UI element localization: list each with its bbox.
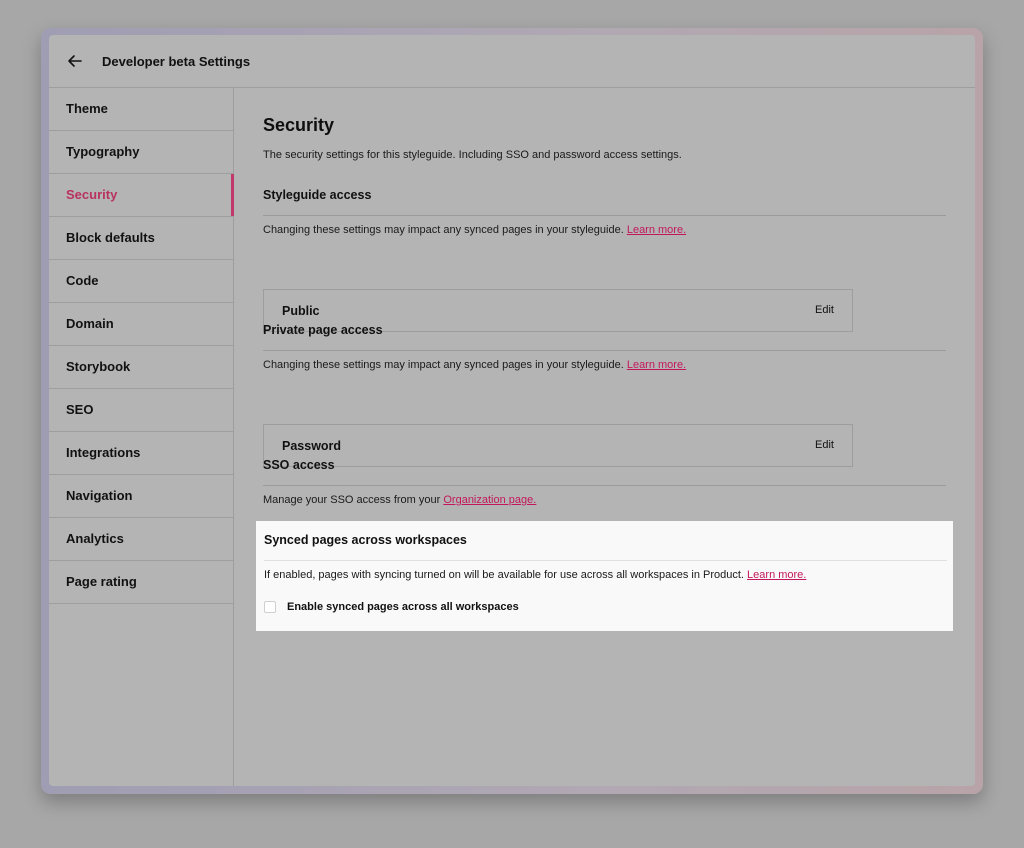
sidebar-item-seo[interactable]: SEO: [49, 389, 233, 432]
edit-styleguide-access-button[interactable]: Edit: [815, 304, 834, 316]
sidebar-item-block-defaults[interactable]: Block defaults: [49, 217, 233, 260]
divider: [263, 350, 946, 351]
synced-pages-heading: Synced pages across workspaces: [264, 533, 467, 547]
sso-access-heading: SSO access: [263, 458, 335, 472]
sidebar-item-analytics[interactable]: Analytics: [49, 518, 233, 561]
private-page-access-box: [263, 424, 853, 467]
arrow-left-icon[interactable]: [66, 52, 84, 70]
private-page-access-heading: Private page access: [263, 323, 383, 337]
styleguide-access-description: [263, 224, 686, 236]
synced-pages-description: [264, 569, 806, 581]
styleguide-access-heading: Styleguide access: [263, 188, 372, 202]
page-title: Developer beta Settings: [102, 54, 251, 69]
synced-pages-text: If enabled, pages with syncing turned on will be available for use across all workspaces in Product.: [264, 569, 744, 581]
sidebar-item-typography[interactable]: Typography: [49, 131, 233, 174]
divider: [264, 560, 947, 561]
styleguide-access-text: Changing these settings may impact any synced pages in your styleguide.: [263, 224, 624, 236]
learn-more-link[interactable]: Learn more.: [747, 569, 807, 581]
sso-access-text: Manage your SSO access from your: [263, 494, 441, 506]
settings-sidebar: [49, 88, 234, 786]
divider: [263, 485, 946, 486]
synced-pages-panel: [256, 521, 953, 631]
learn-more-link[interactable]: Learn more.: [626, 224, 687, 236]
section-title: Security: [263, 115, 335, 135]
sidebar-item-domain[interactable]: Domain: [49, 303, 233, 346]
sidebar-item-integrations[interactable]: Integrations: [49, 432, 233, 475]
sso-access-description: [263, 494, 536, 506]
header: [49, 35, 975, 88]
private-page-access-text: Changing these settings may impact any synced pages in your styleguide.: [263, 359, 624, 371]
private-page-access-description: [263, 359, 686, 371]
enable-synced-pages-checkbox[interactable]: [264, 601, 276, 613]
private-page-access-value: Password: [282, 439, 342, 453]
main-content: [234, 88, 975, 786]
styleguide-access-value: Public: [282, 304, 320, 318]
enable-synced-pages-label[interactable]: Enable synced pages across all workspaces: [287, 601, 519, 613]
sidebar-item-code[interactable]: Code: [49, 260, 233, 303]
sidebar-item-security[interactable]: Security: [49, 174, 233, 217]
sidebar-item-page-rating[interactable]: Page rating: [49, 561, 233, 604]
sidebar-item-navigation[interactable]: Navigation: [49, 475, 233, 518]
sidebar-item-theme[interactable]: Theme: [49, 88, 233, 131]
settings-window: [49, 35, 975, 786]
organization-page-link[interactable]: Organization page.: [443, 494, 537, 506]
sidebar-item-storybook[interactable]: Storybook: [49, 346, 233, 389]
divider: [263, 215, 946, 216]
edit-private-page-access-button[interactable]: Edit: [815, 439, 834, 451]
security-description: The security settings for this styleguide. Including SSO and password access settings.: [263, 149, 682, 161]
learn-more-link[interactable]: Learn more.: [626, 359, 687, 371]
